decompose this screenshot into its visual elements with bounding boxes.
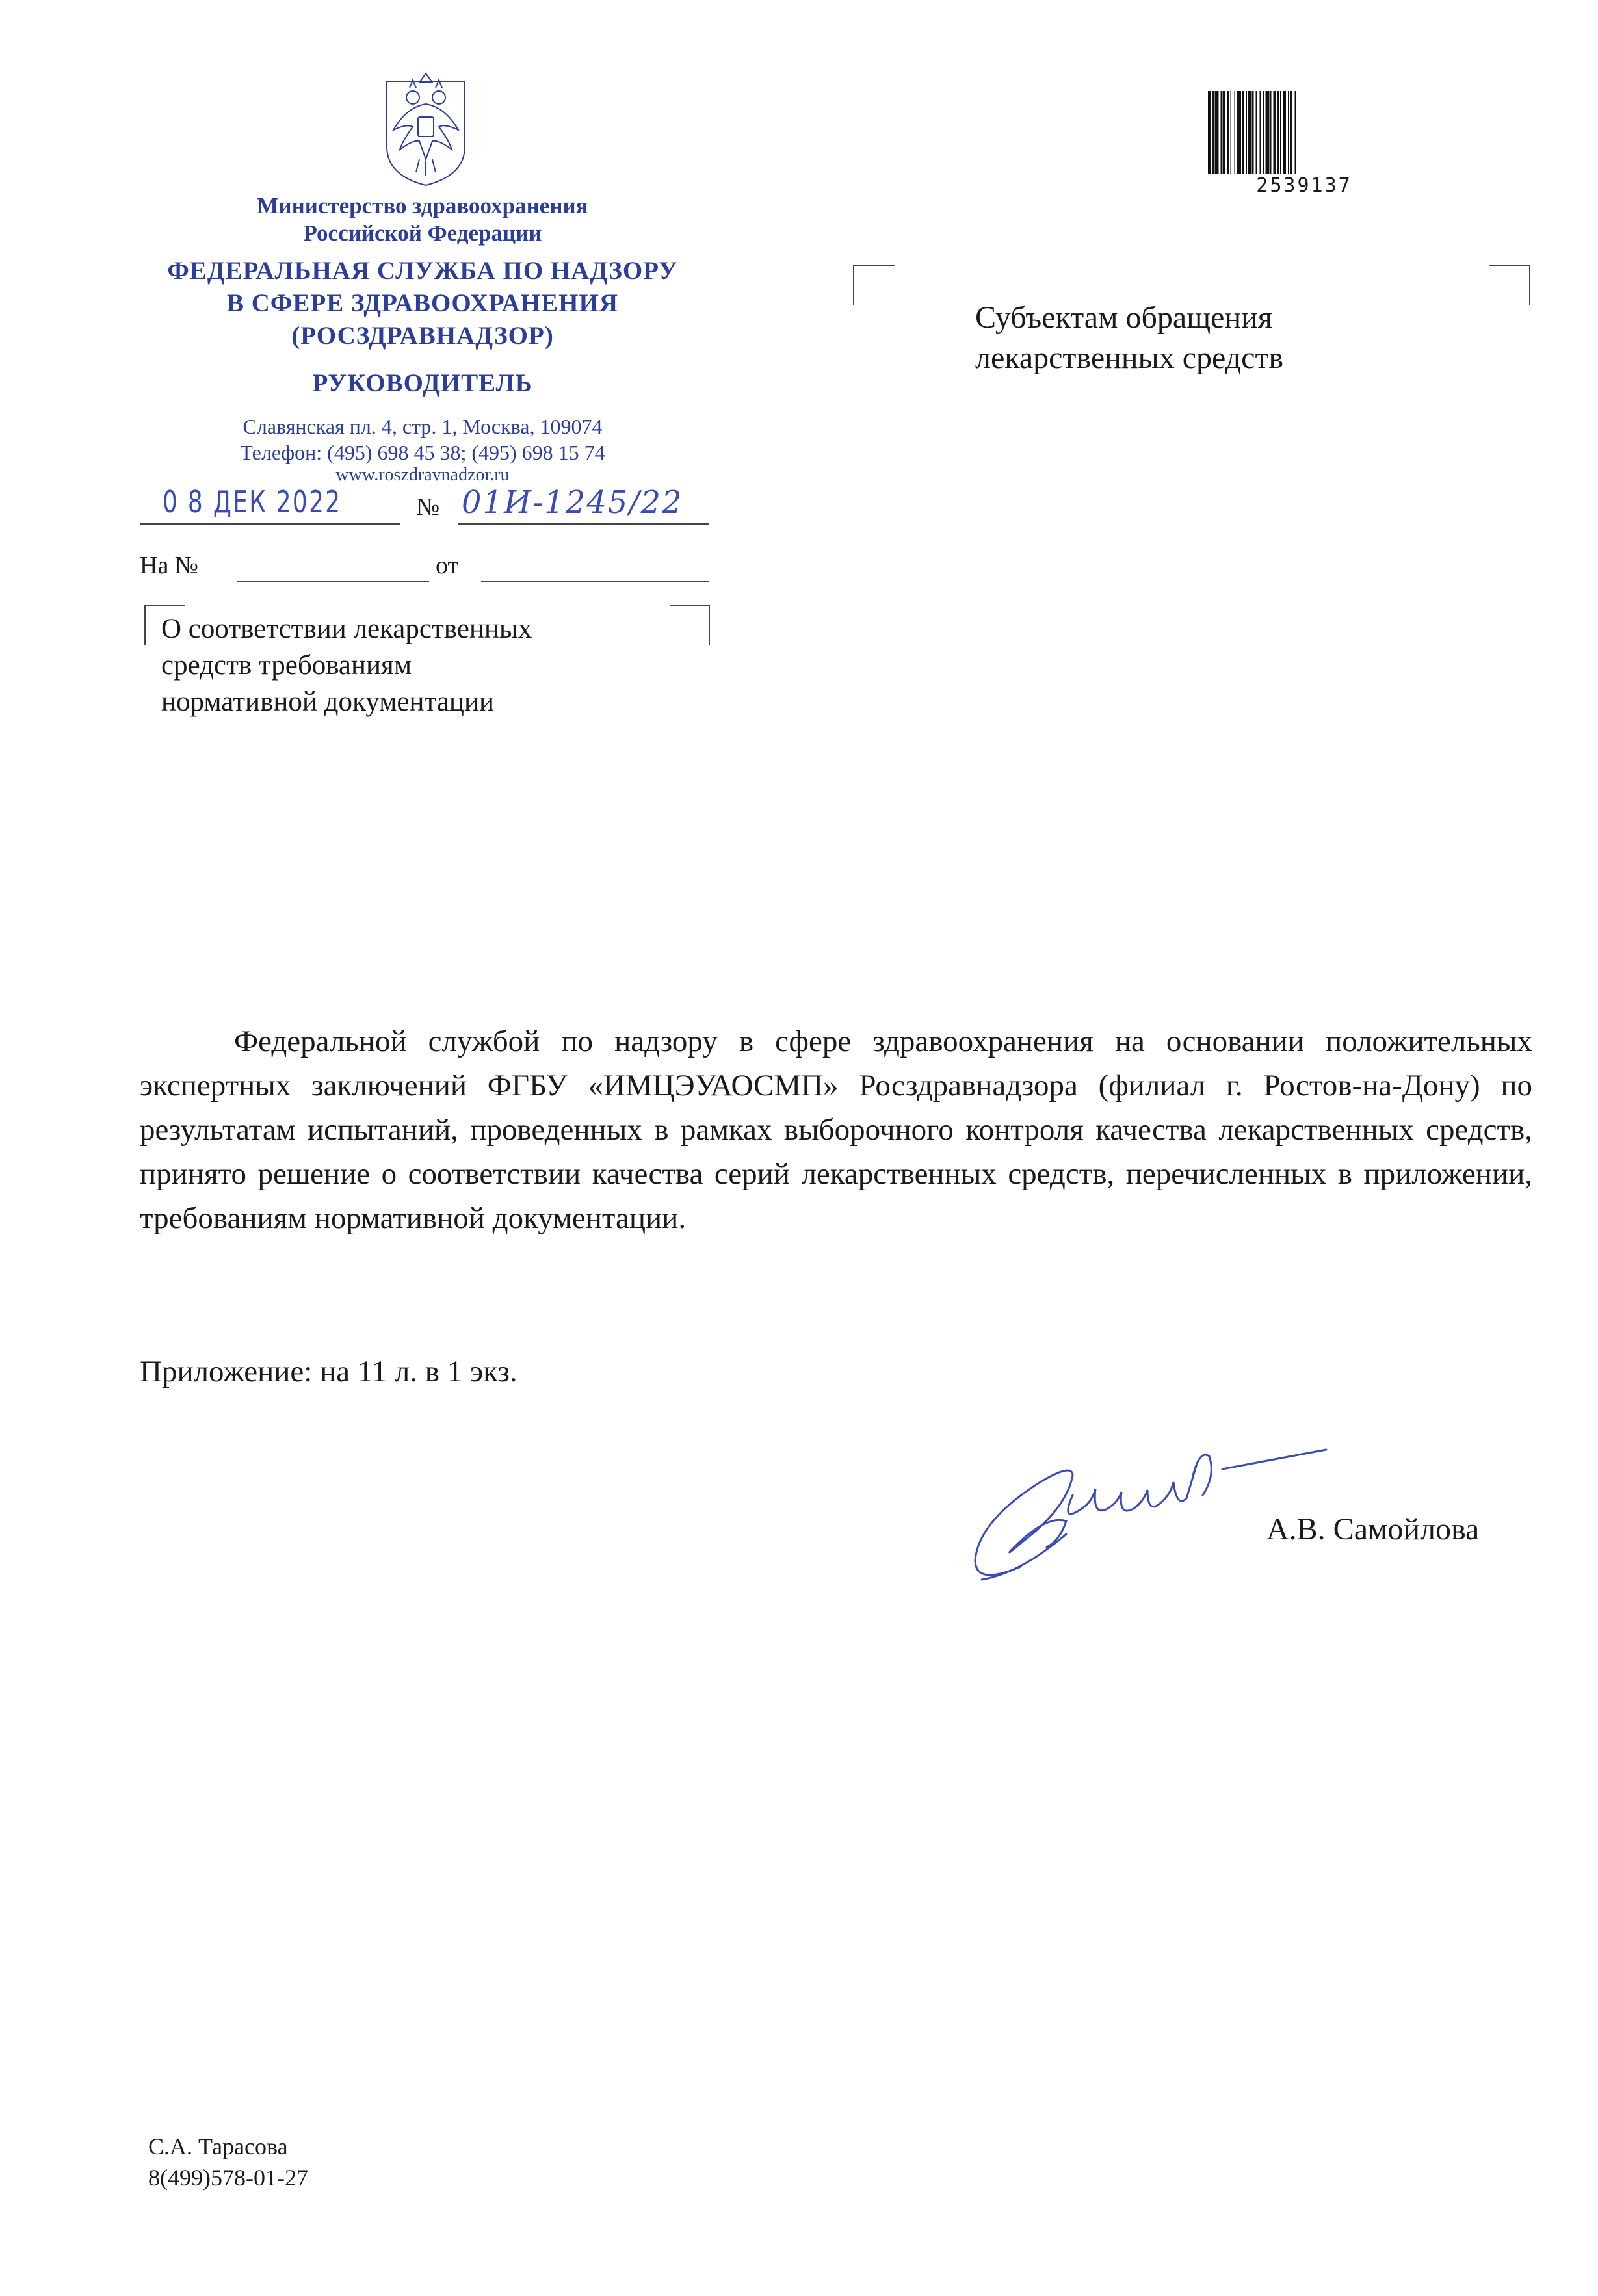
barcode-bar	[1208, 91, 1211, 174]
addressee-block	[975, 298, 1430, 378]
barcode-number: 2539137	[1256, 174, 1352, 197]
barcode-bar	[1290, 91, 1292, 174]
barcode-bar	[1266, 91, 1270, 174]
body-paragraph: Федеральной службой по надзору в сфере здравоохранения на основании положительных экспертных заключений ФГБУ «ИМЦЭУАОСМП» Росздравнадзора (филиал г. Ростов-на-Дону) по результатам испытаний, проведенных в рамках выборочного контроля качества лекарственных средств, принято решение о соответствии качества серий лекарственных средств, перечисленных в приложении, требованиям нормативной документации.	[140, 1024, 1532, 1235]
barcode-bar	[1263, 91, 1264, 174]
barcode-bar	[1256, 91, 1257, 174]
subject-line-3: нормативной документации	[161, 686, 494, 717]
barcode-bar	[1246, 91, 1248, 174]
executor-phone: 8(499)578-01-27	[148, 2165, 308, 2191]
attachment-note: Приложение: на 11 л. в 1 экз.	[140, 1355, 517, 1389]
reference-date-line	[481, 581, 709, 582]
service-name	[130, 255, 715, 352]
barcode-bar	[1288, 91, 1289, 174]
reference-number-line	[237, 581, 429, 582]
barcode-bar	[1242, 91, 1244, 174]
number-sign: №	[416, 493, 440, 521]
barcode-bar	[1227, 91, 1229, 174]
barcode-bar	[1260, 91, 1261, 174]
addressee-line-1: Субъектам обращения	[975, 300, 1272, 335]
subject-block	[161, 611, 681, 720]
barcode-bar	[1223, 91, 1226, 174]
ministry-line-2: Российской Федерации	[303, 220, 542, 246]
subject-line-2: средств требованиям	[161, 650, 412, 681]
emblem-icon	[380, 68, 471, 189]
ministry-line-1: Министерство здравоохранения	[257, 193, 588, 218]
position-title: РУКОВОДИТЕЛЬ	[312, 369, 533, 397]
barcode	[1207, 91, 1402, 174]
service-line-2: В СФЕРЕ ЗДРАВООХРАНЕНИЯ	[226, 289, 619, 317]
ministry-name	[195, 192, 650, 247]
addressee-bracket-right	[1489, 265, 1530, 305]
handwritten-signature	[962, 1411, 1339, 1606]
executor-name: С.А. Тарасова	[148, 2133, 288, 2159]
service-line-3: (РОСЗДРАВНАДЗОР)	[291, 322, 554, 350]
barcode-bar	[1212, 91, 1214, 174]
subject-line-1: О соответствии лекарственных	[161, 614, 532, 644]
barcode-bar	[1231, 91, 1232, 174]
barcode-bar	[1235, 91, 1236, 174]
addressee-bracket-left	[853, 265, 895, 305]
barcode-bar	[1270, 91, 1272, 174]
barcode-bar	[1215, 91, 1219, 174]
barcode-bar	[1277, 91, 1279, 174]
barcode-bar	[1221, 91, 1222, 174]
website-text: www.roszdravnadzor.ru	[335, 465, 510, 485]
date-stamp: 0 8 ДЕК 2022	[163, 484, 342, 519]
barcode-bar	[1248, 91, 1251, 174]
barcode-bar	[1237, 91, 1241, 174]
executor-block	[148, 2131, 308, 2193]
barcode-bar	[1295, 91, 1296, 174]
barcode-bar	[1274, 91, 1277, 174]
signer-name: А.В. Самойлова	[1266, 1512, 1480, 1546]
reference-label: На №	[140, 552, 199, 579]
date-line	[140, 523, 400, 525]
contacts-block	[163, 413, 683, 485]
phone-text: Телефон: (495) 698 45 38; (495) 698 15 74	[240, 441, 605, 464]
handwritten-number: 01И-1245/22	[462, 484, 683, 521]
barcode-bar	[1283, 91, 1287, 174]
addressee-line-2: лекарственных средств	[975, 341, 1284, 375]
number-line	[458, 523, 709, 525]
service-line-1: ФЕДЕРАЛЬНАЯ СЛУЖБА ПО НАДЗОРУ	[167, 257, 678, 285]
address-text: Славянская пл. 4, стр. 1, Москва, 109074	[242, 415, 603, 438]
barcode-bar	[1280, 91, 1281, 174]
barcode-bar	[1252, 91, 1254, 174]
reference-from-label: от	[436, 552, 459, 579]
